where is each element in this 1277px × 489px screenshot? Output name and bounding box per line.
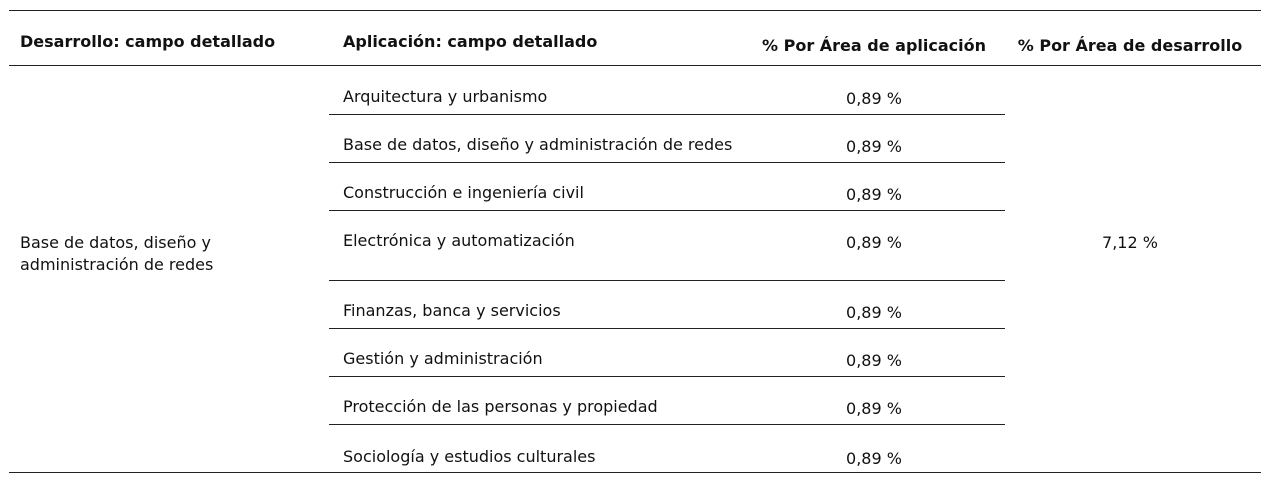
table-row-pct: 0,89 % [846, 89, 902, 108]
table-row-pct: 0,89 % [846, 351, 902, 370]
table-row-application: Electrónica y automatización [343, 231, 575, 250]
table-row-pct: 0,89 % [846, 303, 902, 322]
table-row-application: Construcción e ingeniería civil [343, 183, 584, 202]
row-divider [329, 210, 1005, 211]
table-top-rule [9, 10, 1261, 11]
table-row-application: Arquitectura y urbanismo [343, 87, 548, 106]
table-row-pct: 0,89 % [846, 399, 902, 418]
table-row-pct: 0,89 % [846, 137, 902, 156]
header-application-field: Aplicación: campo detallado [343, 32, 598, 51]
development-field-line2: administración de redes [20, 255, 214, 274]
table-row-pct: 0,89 % [846, 185, 902, 204]
table-row-application: Sociología y estudios culturales [343, 447, 596, 466]
row-divider [329, 162, 1005, 163]
row-divider [329, 280, 1005, 281]
header-development-field: Desarrollo: campo detallado [20, 32, 276, 51]
table-row-pct: 0,89 % [846, 233, 902, 252]
table-row-application: Protección de las personas y propiedad [343, 397, 658, 416]
table-row-application: Gestión y administración [343, 349, 543, 368]
row-divider [329, 424, 1005, 425]
row-divider [329, 114, 1005, 115]
row-divider [329, 328, 1005, 329]
table-row-application: Finanzas, banca y servicios [343, 301, 561, 320]
header-pct-application: % Por Área de aplicación [762, 36, 986, 55]
header-pct-development: % Por Área de desarrollo [1017, 36, 1243, 55]
table-row-pct: 0,89 % [846, 449, 902, 468]
header-bottom-rule [9, 65, 1261, 66]
row-divider [329, 376, 1005, 377]
table-bottom-rule [9, 472, 1261, 473]
table-row-application: Base de datos, diseño y administración de redes [343, 135, 733, 154]
development-field-line1: Base de datos, diseño y [20, 233, 211, 252]
development-field-cell [20, 232, 316, 276]
pct-development-cell: 7,12 % [1102, 233, 1158, 252]
